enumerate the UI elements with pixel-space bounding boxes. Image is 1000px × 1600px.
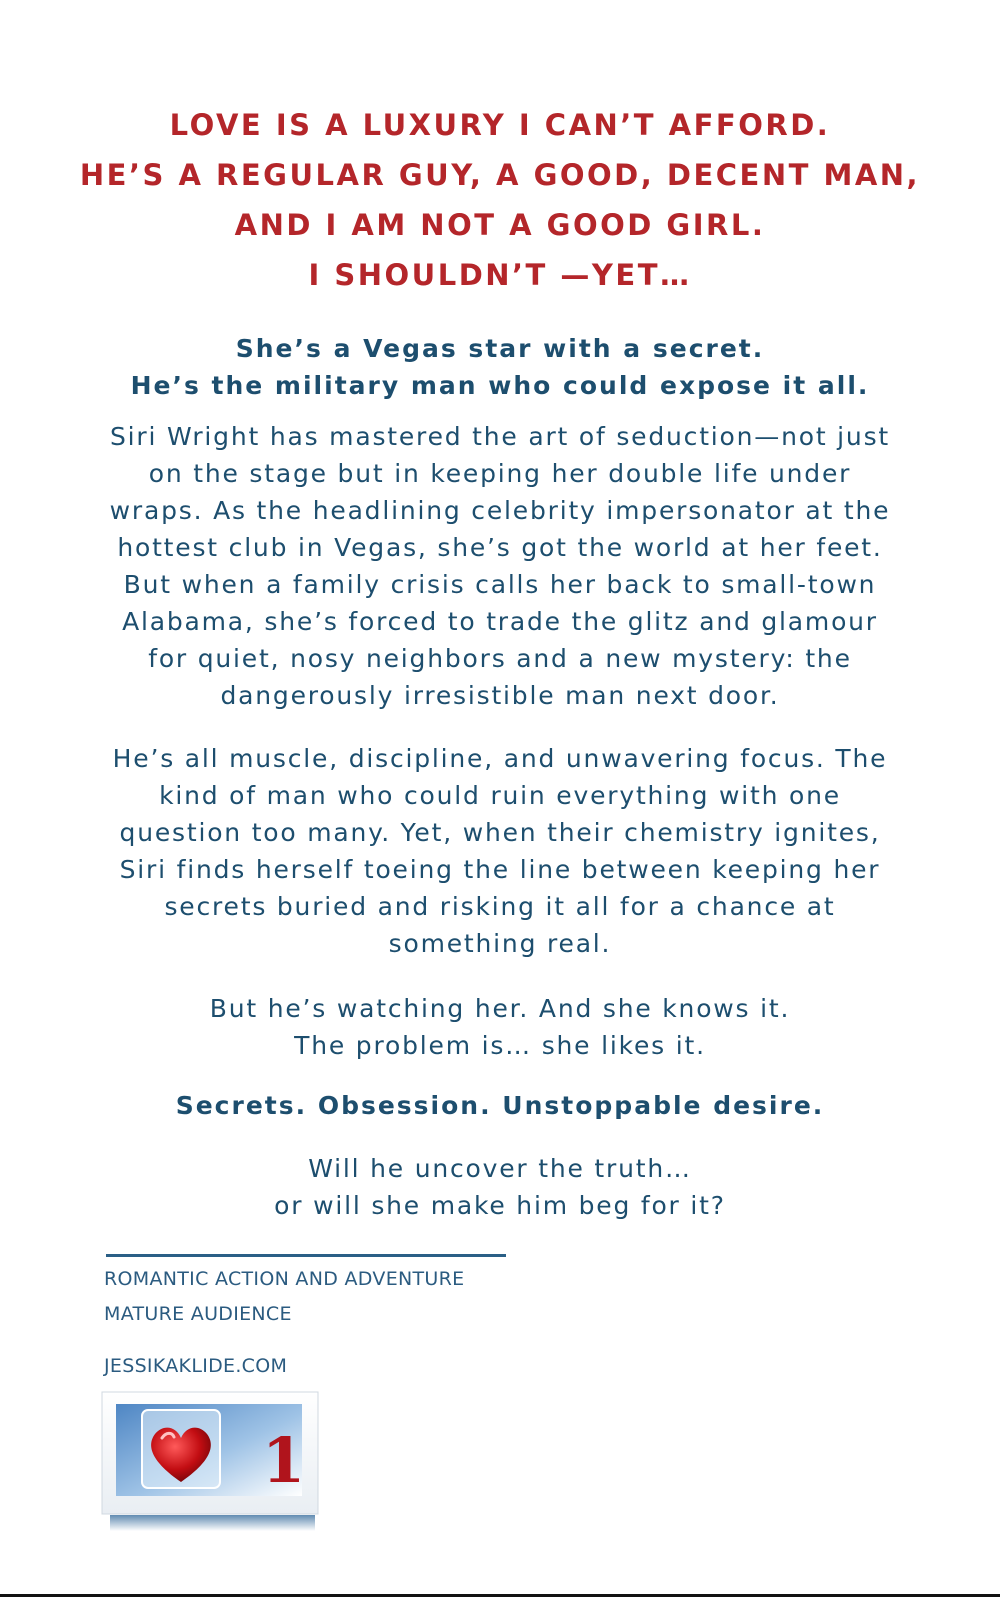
- blurb-line: question too many. Yet, when their chemistry ignites,: [119, 818, 881, 847]
- tagline-line: LOVE IS A LUXURY I CAN’T AFFORD.: [169, 108, 831, 142]
- blurb-line: Alabama, she’s forced to trade the glitz and glamour: [122, 607, 878, 636]
- blurb-line: But when a family crisis calls her back to small-town: [123, 570, 877, 599]
- blurb-paragraph-2: [90, 740, 910, 962]
- blurb-line: for quiet, nosy neighbors and a new mystery: the: [148, 644, 852, 673]
- blurb-line: Will he uncover the truth…: [308, 1154, 692, 1183]
- divider: [106, 1254, 506, 1257]
- series-badge-graphic: [100, 1390, 322, 1535]
- blurb-tagline-bold: [90, 1087, 910, 1124]
- blurb-line: something real.: [388, 929, 612, 958]
- hook-line: He’s the military man who could expose it all.: [130, 371, 870, 400]
- blurb-paragraph-1: [90, 418, 910, 714]
- blurb-line: Siri Wright has mastered the art of seduction—not just: [109, 422, 891, 451]
- blurb-line: But he’s watching her. And she knows it.: [209, 994, 791, 1023]
- tagline-line: HE’S A REGULAR GUY, A GOOD, DECENT MAN,: [79, 158, 921, 192]
- blurb-line: wraps. As the headlining celebrity impersonator at the: [109, 496, 891, 525]
- blurb-line: secrets buried and risking it all for a chance at: [164, 892, 836, 921]
- blurb-line: kind of man who could ruin everything with one: [159, 781, 841, 810]
- bottom-rule: [0, 1594, 1000, 1597]
- blurb-paragraph-5: [90, 1150, 910, 1224]
- hook-line: She’s a Vegas star with a secret.: [235, 334, 765, 363]
- blurb-line: He’s all muscle, discipline, and unwavering focus. The: [112, 744, 888, 773]
- blurb-line: dangerously irresistible man next door.: [220, 681, 780, 710]
- blurb-line: Siri finds herself toeing the line between keeping her: [119, 855, 881, 884]
- website-link[interactable]: JESSIKAKLIDE.COM: [104, 1355, 288, 1377]
- genre-label: ROMANTIC ACTION AND ADVENTURE: [104, 1268, 465, 1290]
- hook-lines: [90, 330, 910, 404]
- blurb-line: or will she make him beg for it?: [274, 1191, 726, 1220]
- series-badge: [100, 1390, 322, 1535]
- tagline: [0, 100, 1000, 300]
- blurb-line: on the stage but in keeping her double life under: [148, 459, 852, 488]
- series-number: 1: [262, 1424, 306, 1497]
- blurb-paragraph-3: [90, 990, 910, 1064]
- blurb-line: hottest club in Vegas, she’s got the world at her feet.: [117, 533, 883, 562]
- tagline-line: I SHOULDN’T —YET…: [308, 258, 692, 292]
- audience-label: MATURE AUDIENCE: [104, 1303, 292, 1325]
- blurb-line: The problem is… she likes it.: [294, 1031, 706, 1060]
- blurb-line: Secrets. Obsession. Unstoppable desire.: [175, 1091, 825, 1120]
- tagline-line: AND I AM NOT A GOOD GIRL.: [234, 208, 766, 242]
